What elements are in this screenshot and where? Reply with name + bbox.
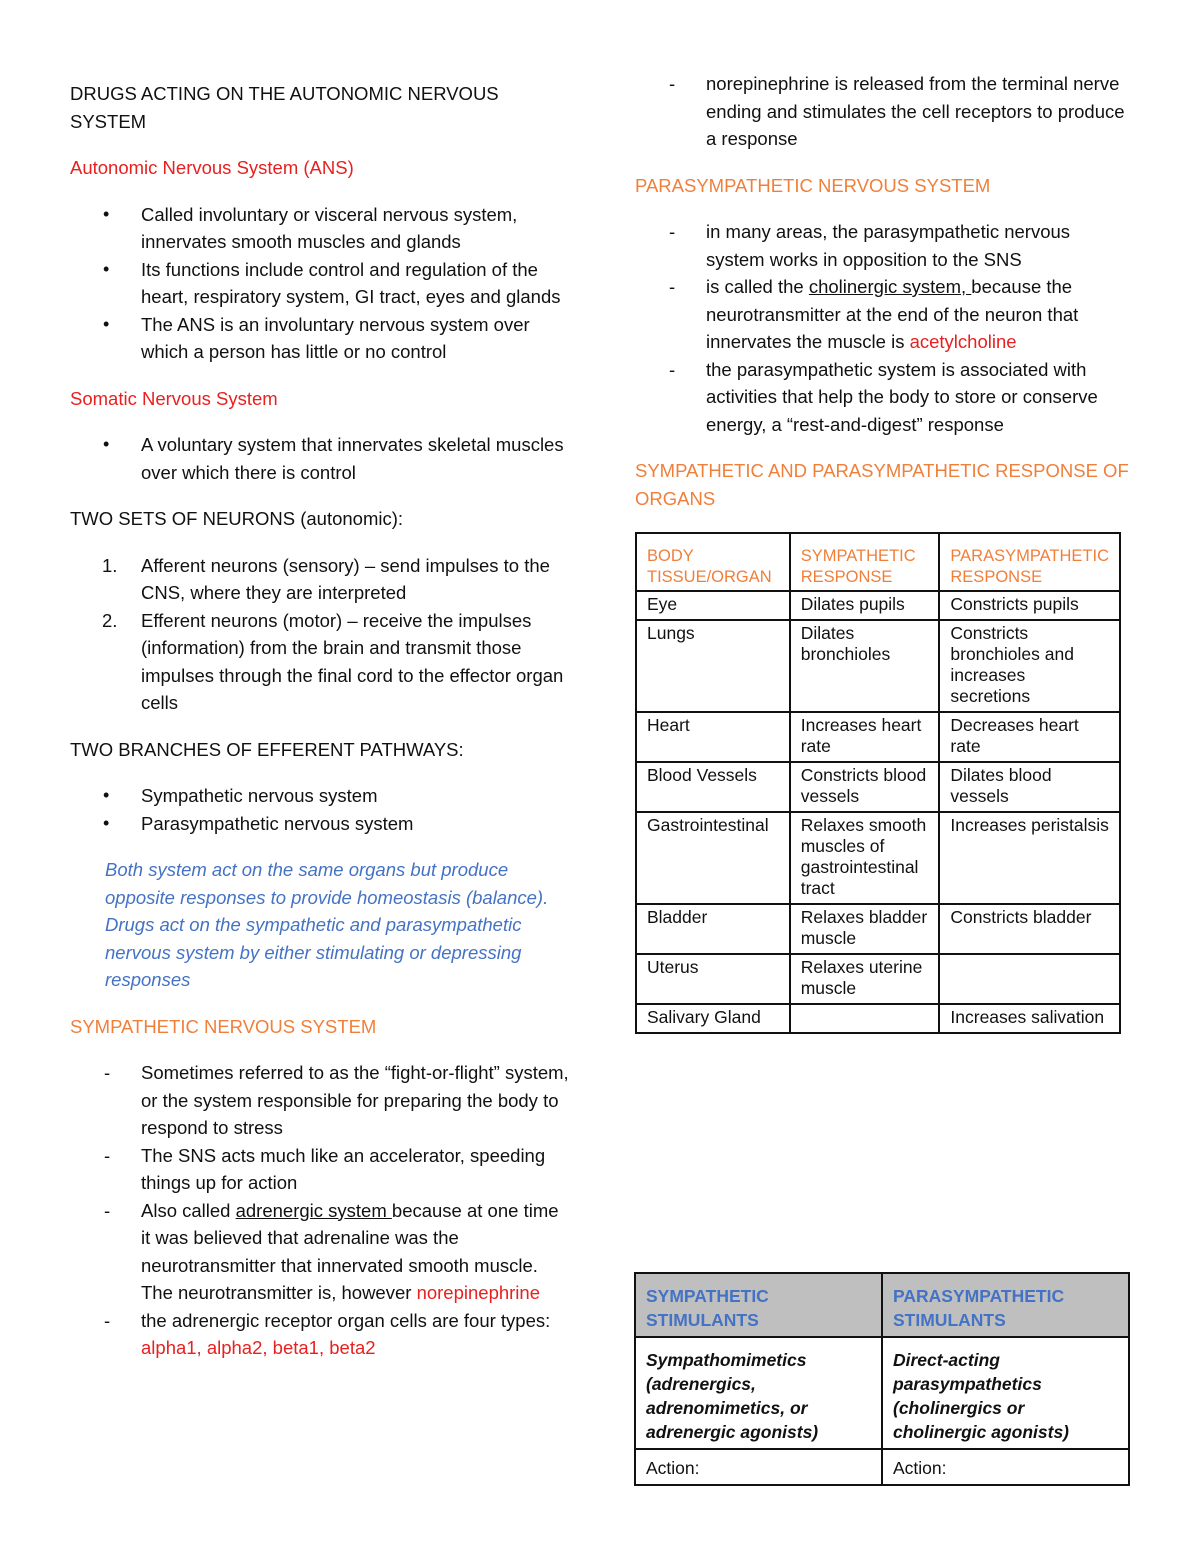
- acetylcholine-term: acetylcholine: [909, 331, 1017, 352]
- column-header: BODY TISSUE/ORGAN: [636, 533, 790, 591]
- somatic-list: [70, 431, 570, 486]
- table-cell: [939, 954, 1120, 1004]
- column-header: PARASYMPATHETIC STIMULANTS: [882, 1273, 1129, 1337]
- list-item: • Called involuntary or visceral nervous system, innervates smooth muscles and glands: [70, 201, 570, 256]
- list-item: - in many areas, the parasympathetic nervous system works in opposition to the SNS: [635, 218, 1130, 273]
- table-cell: [790, 1004, 940, 1033]
- table-cell: Sympathomimetics (adrenergics, adrenomimetics, or adrenergic agonists): [635, 1337, 882, 1449]
- list-item: • Its functions include control and regulation of the heart, respiratory system, GI tract, eyes and glands: [70, 256, 570, 311]
- list-text: Also called: [141, 1199, 236, 1221]
- column-header: SYMPATHETIC RESPONSE: [790, 533, 940, 591]
- response-heading: SYMPATHETIC AND PARASYMPATHETIC RESPONSE OF ORGANS: [635, 460, 1129, 509]
- table-cell: Relaxes bladder muscle: [790, 904, 940, 954]
- table-row: [635, 1449, 1129, 1485]
- list-item: [70, 552, 570, 607]
- list-text: because the neurotransmitter at the end of the neuron that innervates the muscle is: [706, 276, 1079, 352]
- table-cell: Relaxes uterine muscle: [790, 954, 940, 1004]
- neurons-heading: TWO SETS OF NEURONS (autonomic):: [70, 508, 404, 529]
- list-item: - norepinephrine is released from the terminal nerve ending and stimulates the cell receptors to produce a response: [635, 70, 1130, 153]
- table-header-row: [635, 1273, 1129, 1337]
- list-item: - The SNS acts much like an accelerator, speeding things up for action: [70, 1142, 570, 1197]
- table-row: [636, 1004, 1120, 1033]
- table-cell: Increases salivation: [939, 1004, 1120, 1033]
- list-number: 1.: [102, 554, 118, 576]
- table-cell: Dilates pupils: [790, 591, 940, 620]
- table-row: [636, 712, 1120, 762]
- table-row: [636, 620, 1120, 712]
- pns-heading: PARASYMPATHETIC NERVOUS SYSTEM: [635, 174, 991, 196]
- receptor-types: alpha1, alpha2, beta1, beta2: [141, 1337, 376, 1358]
- branches-list: [70, 782, 570, 837]
- list-text: because at one time it was believed that adrenaline was the neurotransmitter that innervated smooth muscle. The neurotransmitter is, however: [141, 1199, 559, 1303]
- table-cell: Bladder: [636, 904, 790, 954]
- column-header: SYMPATHETIC STIMULANTS: [635, 1273, 882, 1337]
- list-text: is called the: [706, 276, 809, 297]
- list-item: • Sympathetic nervous system: [70, 782, 570, 810]
- list-item: • The ANS is an involuntary nervous system over which a person has little or no control: [70, 311, 570, 366]
- sns-continued-list: [635, 70, 1130, 153]
- list-text: Afferent neurons (sensory) – send impulses to the CNS, where they are interpreted: [141, 554, 550, 603]
- title-line-1: DRUGS ACTING ON THE AUTONOMIC NERVOUS: [70, 83, 499, 104]
- ans-list: [70, 201, 570, 366]
- right-column: [635, 70, 1130, 1034]
- table-row: [636, 591, 1120, 620]
- cholinergic-term: cholinergic system,: [808, 276, 972, 297]
- list-item: - the parasympathetic system is associated with activities that help the body to store or conserve energy, a “rest-and-digest” response: [635, 356, 1130, 439]
- table-cell: Constricts bladder: [939, 904, 1120, 954]
- table-cell: Action:: [635, 1449, 882, 1485]
- adrenergic-term: adrenergic system: [235, 1199, 392, 1221]
- table-row: [636, 812, 1120, 904]
- table-row: [636, 762, 1120, 812]
- branches-heading: TWO BRANCHES OF EFFERENT PATHWAYS:: [70, 738, 464, 760]
- table-row: [636, 954, 1120, 1004]
- table-cell: Increases peristalsis: [939, 812, 1120, 904]
- table-row: [636, 904, 1120, 954]
- table-header-row: [636, 533, 1120, 591]
- list-number: 2.: [102, 609, 118, 631]
- table-cell: Constricts pupils: [939, 591, 1120, 620]
- table-row: [635, 1337, 1129, 1449]
- list-item: - Sometimes referred to as the “fight-or-flight” system, or the system responsible for preparing the body to respond to stress: [70, 1059, 570, 1142]
- title-line-2: SYSTEM: [70, 110, 147, 132]
- list-text: Efferent neurons (motor) – receive the impulses (information) from the brain and transmit those impulses through the final cord to the effector organ cells: [141, 609, 564, 713]
- table-cell: Blood Vessels: [636, 762, 790, 812]
- neurons-list: [70, 552, 570, 717]
- table-cell: Relaxes smooth muscles of gastrointestinal tract: [790, 812, 940, 904]
- table-cell: Eye: [636, 591, 790, 620]
- document-title: [70, 80, 570, 135]
- list-item: • Parasympathetic nervous system: [70, 810, 570, 838]
- somatic-heading: Somatic Nervous System: [70, 387, 278, 409]
- stimulants-table: [634, 1272, 1130, 1486]
- norepinephrine-term: norepinephrine: [416, 1282, 540, 1303]
- list-item: [70, 1307, 570, 1362]
- left-column: [70, 80, 570, 1381]
- sns-heading: SYMPATHETIC NERVOUS SYSTEM: [70, 1015, 377, 1037]
- pns-list: [635, 218, 1130, 438]
- ans-heading: Autonomic Nervous System (ANS): [70, 157, 354, 178]
- sns-list: [70, 1059, 570, 1362]
- table-cell: Heart: [636, 712, 790, 762]
- table-cell: Lungs: [636, 620, 790, 712]
- table-cell: Salivary Gland: [636, 1004, 790, 1033]
- list-item: [70, 607, 570, 717]
- table-cell: Increases heart rate: [790, 712, 940, 762]
- table-cell: Gastrointestinal: [636, 812, 790, 904]
- list-text: the adrenergic receptor organ cells are four types:: [141, 1309, 551, 1331]
- table-cell: Uterus: [636, 954, 790, 1004]
- column-header: PARASYMPATHETIC RESPONSE: [939, 533, 1120, 591]
- table-cell: Action:: [882, 1449, 1129, 1485]
- homeostasis-note: Both system act on the same organs but produce opposite responses to provide homeostasis (balance). Drugs act on the sympathetic and parasympathetic nervous system by either stimulating or depressing responses: [105, 859, 549, 990]
- list-item: [70, 1197, 570, 1307]
- organ-response-table: [635, 532, 1121, 1034]
- table-cell: Direct-acting parasympathetics (cholinergics or cholinergic agonists): [882, 1337, 1129, 1449]
- table-cell: Decreases heart rate: [939, 712, 1120, 762]
- list-item: [635, 273, 1130, 356]
- table-cell: Constricts blood vessels: [790, 762, 940, 812]
- table-cell: Constricts bronchioles and increases secretions: [939, 620, 1120, 712]
- table-cell: Dilates bronchioles: [790, 620, 940, 712]
- list-item: • A voluntary system that innervates skeletal muscles over which there is control: [70, 431, 570, 486]
- table-cell: Dilates blood vessels: [939, 762, 1120, 812]
